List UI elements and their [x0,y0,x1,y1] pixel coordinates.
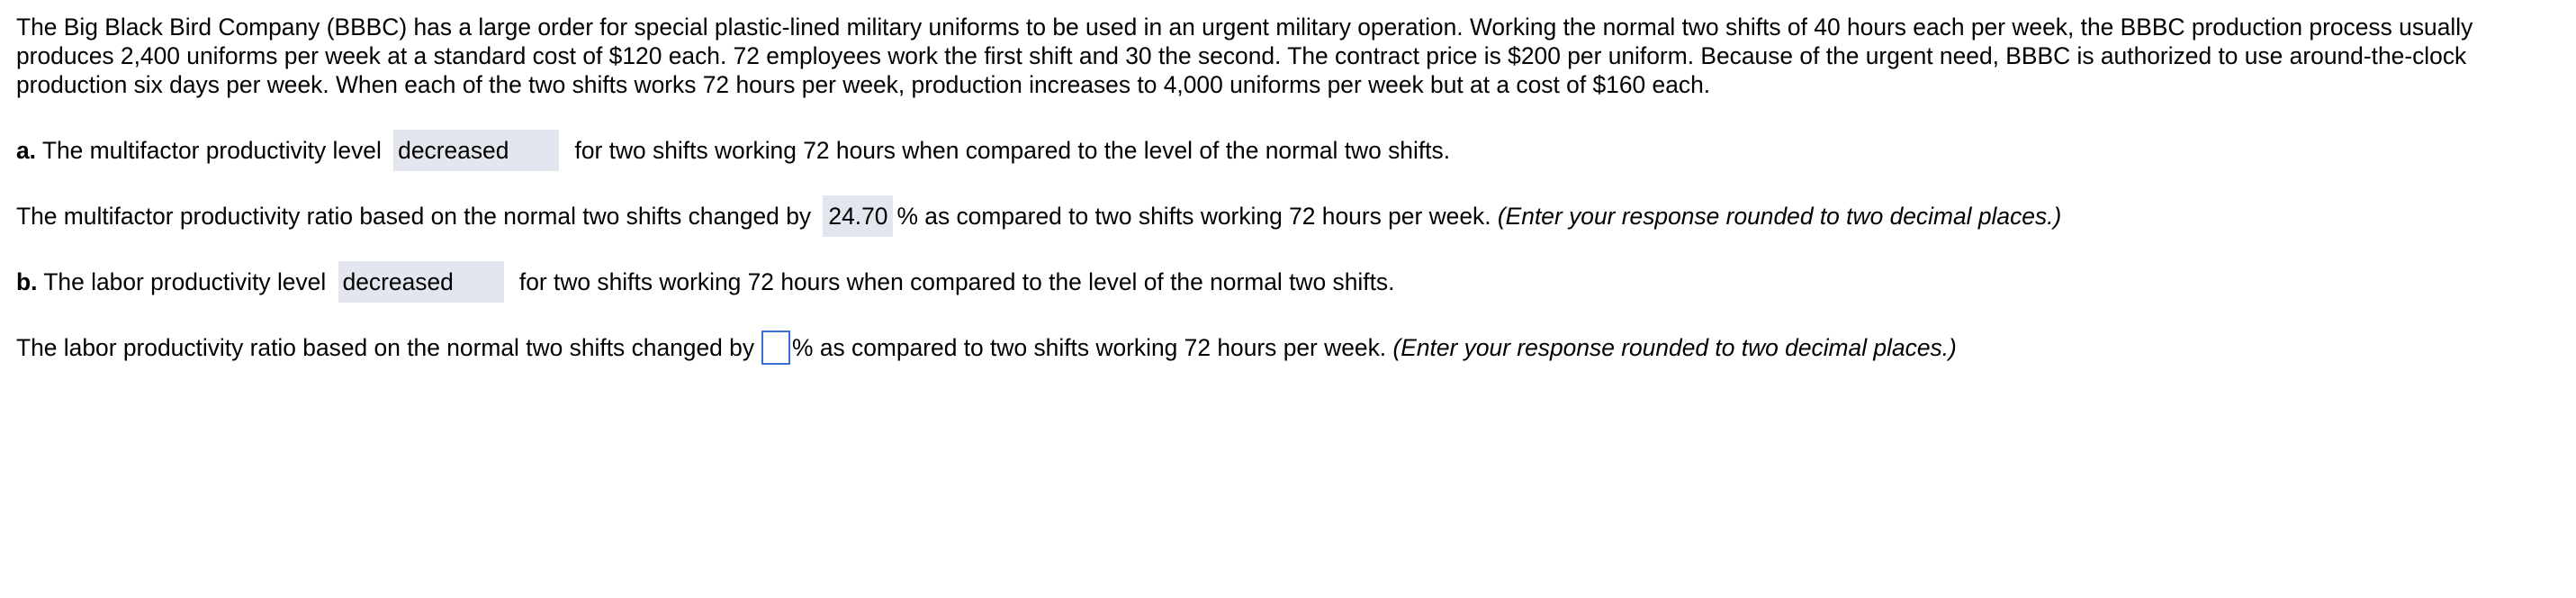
multifactor-ratio-hint: (Enter your response rounded to two decimal places.) [1497,202,2062,230]
part-b-question [16,263,1394,304]
part-a-label: a. [16,136,37,164]
part-b-answer-dropdown[interactable]: decreased [338,261,504,303]
part-b-text-after: for two shifts working 72 hours when compared to the level of the normal two shifts. [518,267,1395,295]
part-a-answer-dropdown[interactable]: decreased [393,130,559,171]
labor-ratio-question [16,330,1957,367]
labor-ratio-hint: (Enter your response rounded to two decimal places.) [1392,334,1957,361]
part-a-text-after: for two shifts working 72 hours when compared to the level of the normal two shifts. [574,136,1451,164]
problem-statement: The Big Black Bird Company (BBBC) has a large order for special plastic-lined military uniforms to be used in an urgent military operation. Working the normal two shifts of 40 hours each per week, the BBBC production process usually produces 2,400 uniforms per week at a standard cost of $120 each. 72 employees work the first shift and 30 the second. The contract price is $200 per uniform. Because of the urgent need, BBBC is authorized to use around-the-clock production six days per week. When each of the two shifts works 72 hours per week, production increases to 4,000 uniforms per week but at a cost of $160 each. [16,14,2473,98]
part-a-text-before: The multifactor productivity level [41,136,382,164]
labor-ratio-input[interactable] [761,331,790,365]
multifactor-ratio-text-before: The multifactor productivity ratio based on the normal two shifts changed by [16,202,812,230]
part-b-text-before: The labor productivity level [43,267,327,295]
labor-ratio-text-before: The labor productivity ratio based on the normal two shifts changed by [16,334,755,361]
multifactor-ratio-question [16,197,2061,239]
labor-ratio-text-after: % as compared to two shifts working 72 hours per week. [792,334,1387,361]
part-a-question [16,131,1450,173]
multifactor-ratio-text-after: % as compared to two shifts working 72 hours per week. [896,202,1491,230]
multifactor-ratio-answer[interactable]: 24.70 [823,195,893,237]
part-b-label: b. [16,267,38,295]
